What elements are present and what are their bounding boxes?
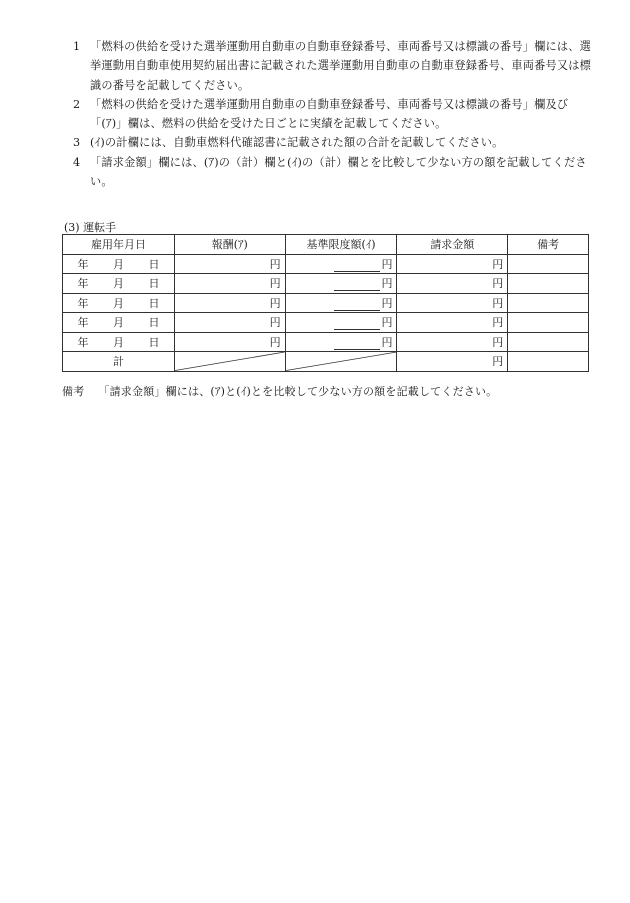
remarks-cell[interactable] [508,293,589,313]
note-text: 「燃料の供給を受けた選挙運動用自動車の自動車登録番号、車両番号又は標識の番号」欄及び「(ｱ)」欄は、燃料の供給を受けた日ごとに実績を記載してください。 [90,97,569,131]
claim-amount-cell[interactable] [397,332,508,352]
date-cell[interactable] [63,274,175,294]
yen-unit: 円 [492,257,504,271]
note-item [68,153,598,192]
remark [62,383,497,399]
claim-amount-cell[interactable] [397,274,508,294]
yen-unit: 円 [492,316,504,330]
yen-unit: 円 [492,355,504,369]
date-cell[interactable] [63,313,175,333]
yen-unit: 円 [381,316,393,330]
note-text: (ｲ)の計欄には、自動車燃料代確認書に記載された額の合計を記載してください。 [90,136,504,150]
remuneration-cell[interactable] [174,332,285,352]
day-label: 日 [148,335,160,349]
header-standard-limit: 基準限度額(ｲ) [285,235,397,255]
note-number: 2 [73,97,81,111]
day-label: 日 [148,296,160,310]
date-cell[interactable] [63,293,175,313]
month-label: 月 [112,257,124,271]
year-label: 年 [77,335,89,349]
standard-limit-cell[interactable] [285,293,397,313]
note-number: 1 [73,40,81,53]
table-row [63,332,589,352]
remarks-cell[interactable] [508,274,589,294]
diagonal-line [286,352,397,371]
year-label: 年 [77,257,89,271]
table-row [63,293,589,313]
diagonal-cell [174,352,285,372]
standard-limit-cell[interactable] [285,313,397,333]
section-title: (3) 運転手 [64,221,117,234]
total-remarks-cell[interactable] [508,352,589,372]
yen-unit: 円 [492,335,504,349]
header-claim-amount: 請求金額 [397,235,508,255]
yen-unit: 円 [269,257,281,271]
remarks-cell[interactable] [508,332,589,352]
claim-amount-cell[interactable] [397,313,508,333]
remuneration-cell[interactable] [174,293,285,313]
remuneration-cell[interactable] [174,313,285,333]
claim-amount-cell[interactable] [397,254,508,274]
day-label: 日 [148,316,160,330]
month-label: 月 [112,335,124,349]
month-label: 月 [112,277,124,291]
remarks-cell[interactable] [508,313,589,333]
blank-line [334,279,380,291]
diagonal-cell [285,352,397,372]
table-row [63,254,589,274]
standard-limit-cell[interactable] [285,254,397,274]
year-label: 年 [77,316,89,330]
note-item [68,95,598,134]
year-label: 年 [77,277,89,291]
table-row [63,274,589,294]
month-label: 月 [112,316,124,330]
total-claim-amount-cell[interactable] [397,352,508,372]
yen-unit: 円 [381,277,393,291]
header-remarks: 備考 [508,235,589,255]
header-employment-date: 雇用年月日 [63,235,175,255]
standard-limit-cell[interactable] [285,274,397,294]
remark-text: 「請求金額」欄には、(ｱ)と(ｲ)とを比較して少ない方の額を記載してください。 [98,385,498,398]
total-label: 計 [63,352,175,372]
yen-unit: 円 [381,257,393,271]
note-text: 「燃料の供給を受けた選挙運動用自動車の自動車登録番号、車両番号又は標識の番号」欄には、選挙運動用自動車使用契約届出書に記載された選挙運動用自動車の自動車登録番号、車両番号又は標識の番号を記載してください。 [90,40,592,92]
year-label: 年 [77,296,89,310]
date-cell[interactable] [63,254,175,274]
yen-unit: 円 [381,296,393,310]
remuneration-cell[interactable] [174,274,285,294]
note-text: 「請求金額」欄には、(ｱ)の（計）欄と(ｲ)の（計）欄とを比較して少ない方の額を記載してください。 [90,155,587,189]
yen-unit: 円 [381,335,393,349]
yen-unit: 円 [492,296,504,310]
yen-unit: 円 [269,296,281,310]
note-item [68,37,598,95]
yen-unit: 円 [492,277,504,291]
day-label: 日 [148,257,160,271]
blank-line [334,338,380,350]
note-number: 4 [73,155,81,169]
date-cell[interactable] [63,332,175,352]
blank-line [334,299,380,311]
yen-unit: 円 [269,335,281,349]
claim-amount-cell[interactable] [397,293,508,313]
remarks-cell[interactable] [508,254,589,274]
day-label: 日 [148,277,160,291]
table-header-row [63,235,589,255]
instruction-notes [68,37,598,191]
diagonal-line [175,352,285,371]
remuneration-cell[interactable] [174,254,285,274]
blank-line [334,260,380,272]
remark-label: 備考 [62,385,85,398]
total-row [63,352,589,372]
standard-limit-cell[interactable] [285,332,397,352]
month-label: 月 [112,296,124,310]
yen-unit: 円 [269,277,281,291]
blank-line [334,318,380,330]
driver-table [62,234,589,372]
note-number: 3 [73,136,81,150]
table-row [63,313,589,333]
header-remuneration: 報酬(ｱ) [174,235,285,255]
yen-unit: 円 [269,316,281,330]
note-item [68,133,598,152]
